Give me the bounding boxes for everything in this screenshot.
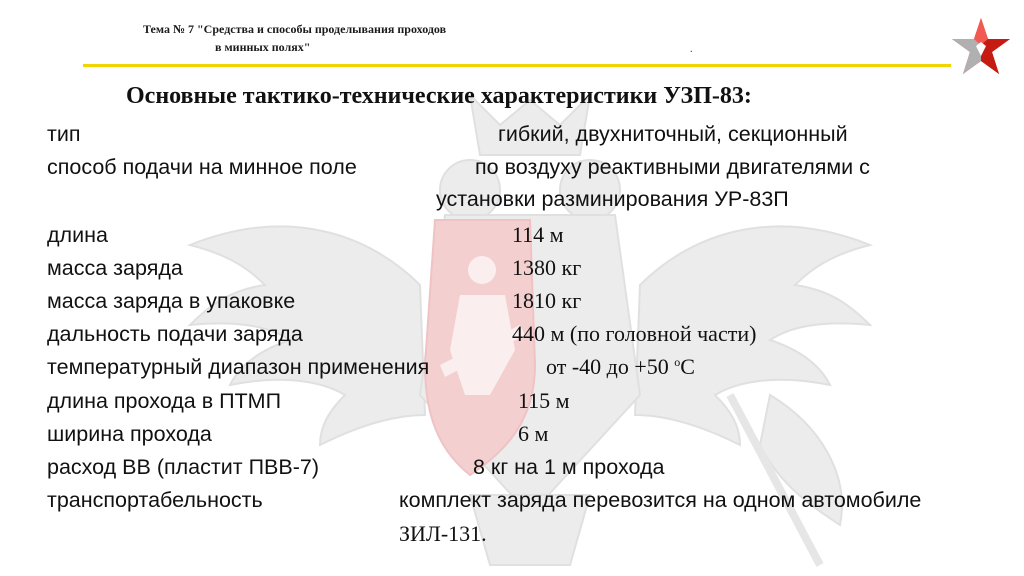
row-value-transport: комплект заряда перевозится на одном автомобиле <box>399 488 922 512</box>
row-label-packed-mass: масса заряда в упаковке <box>47 289 296 313</box>
row-value-delivery-cont: установки разминирования УР-83П <box>436 187 789 211</box>
slide-title: Основные тактико-технические характеристики УЗП-83: <box>126 83 752 109</box>
row-label-transport: транспортабельность <box>47 488 263 512</box>
row-value-passage-length: 115 м <box>518 388 570 413</box>
row-label-charge-mass: масса заряда <box>47 256 183 280</box>
row-label-passage-length: длина прохода в ПТМП <box>47 389 282 413</box>
degree-mark: о <box>674 355 681 369</box>
temp-unit: С <box>680 354 695 379</box>
row-value-length: 114 м <box>512 222 564 247</box>
row-value-packed-mass: 1810 кг <box>512 288 582 313</box>
row-value-range: 440 м (по головной части) <box>512 321 757 346</box>
row-label-temperature: температурный диапазон применения <box>47 355 430 379</box>
row-value-delivery: по воздуху реактивными двигателями с <box>475 155 870 179</box>
row-label-length: длина <box>47 223 108 247</box>
row-value-transport-cont: ЗИЛ-131. <box>399 521 487 546</box>
header-divider <box>83 64 951 67</box>
temp-range-text: от -40 до +50 <box>546 354 675 379</box>
header-dot: . <box>690 44 693 55</box>
row-value-charge-mass: 1380 кг <box>512 255 582 280</box>
row-label-delivery: способ подачи на минное поле <box>47 155 357 179</box>
row-value-temperature <box>546 354 695 380</box>
row-value-passage-width: 6 м <box>518 421 549 446</box>
topic-header-line-1: Тема № 7 "Средства и способы проделывания проходов <box>143 22 447 36</box>
row-label-explosive: расход ВВ (пластит ПВВ-7) <box>47 455 319 479</box>
row-label-type: тип <box>47 122 81 146</box>
row-value-type: гибкий, двухниточный, секционный <box>498 122 848 146</box>
row-label-range: дальность подачи заряда <box>47 322 303 346</box>
row-label-passage-width: ширина прохода <box>47 422 212 446</box>
red-star-icon <box>950 16 1012 78</box>
row-value-explosive: 8 кг на 1 м прохода <box>473 455 665 479</box>
topic-header-line-2: в минных полях" <box>215 40 311 54</box>
